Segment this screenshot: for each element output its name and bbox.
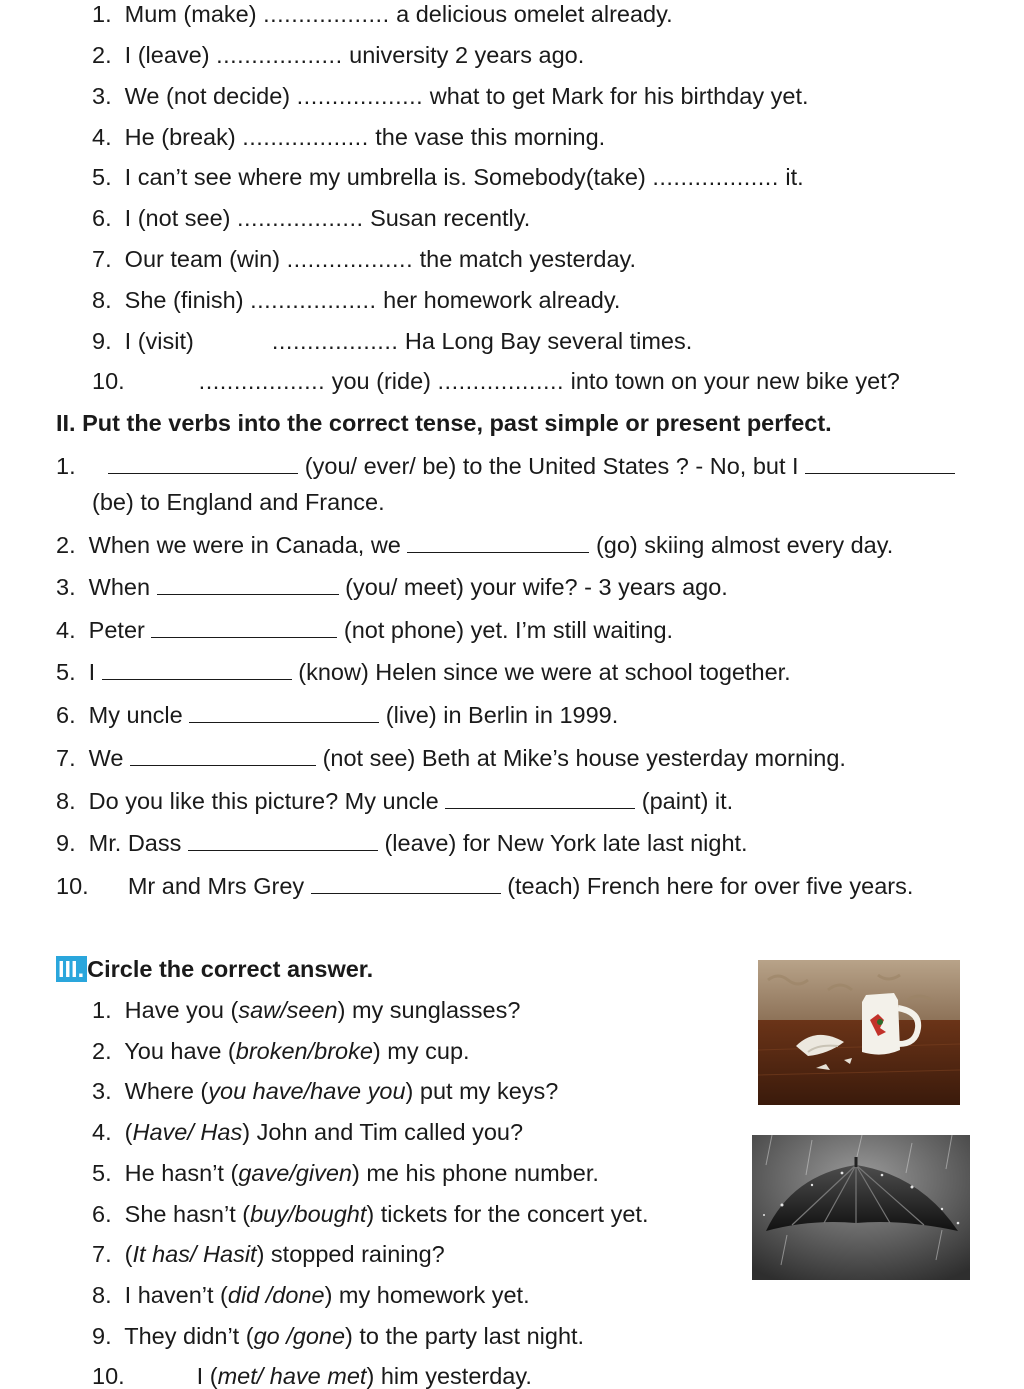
answer-dots: ..................: [237, 205, 364, 231]
s1-item-4: [92, 126, 605, 150]
item-text: Our team (win): [124, 246, 281, 272]
item-number: 9.: [92, 328, 112, 354]
item-text: (not phone) yet. I’m still waiting.: [343, 617, 674, 643]
answer-dots: ..................: [263, 1, 390, 27]
item-text: (you/ meet) your wife? - 3 years ago.: [345, 574, 728, 600]
s1-item-7: [92, 248, 636, 272]
section3-heading: [56, 958, 373, 982]
item-text: (: [124, 1119, 133, 1145]
s2-item-9: [56, 832, 748, 856]
item-text: I (not see): [124, 205, 231, 231]
item-number: 3.: [92, 1078, 112, 1104]
item-text: Where (: [124, 1078, 209, 1104]
answer-dots: ..................: [216, 42, 343, 68]
item-number: 6.: [92, 1201, 112, 1227]
item-number: 10.: [92, 368, 125, 394]
s3-item-9: [92, 1325, 584, 1349]
answer-options[interactable]: gave/given: [238, 1160, 352, 1186]
item-text: They didn’t (: [124, 1323, 254, 1349]
s3-item-4: [92, 1121, 523, 1145]
item-number: 5.: [92, 164, 112, 190]
item-number: 7.: [56, 745, 76, 771]
item-text: ) him yesterday.: [366, 1363, 532, 1389]
item-text: Peter: [88, 617, 145, 643]
answer-blank[interactable]: [102, 661, 292, 680]
answer-blank[interactable]: [445, 790, 635, 809]
answer-options[interactable]: Have/ Has: [132, 1119, 243, 1145]
answer-options[interactable]: It has/ Hasit: [132, 1241, 257, 1267]
answer-dots: ..................: [250, 287, 377, 313]
answer-blank[interactable]: [407, 534, 589, 553]
item-text: ) my sunglasses?: [337, 997, 521, 1023]
item-text: You have (: [124, 1038, 236, 1064]
item-text: (not see) Beth at Mike’s house yesterday morning.: [322, 745, 846, 771]
s3-item-5: [92, 1162, 599, 1186]
s3-item-2: [92, 1040, 470, 1064]
item-number: 9.: [56, 830, 76, 856]
answer-dots: ..................: [296, 83, 424, 109]
item-text: When: [88, 574, 151, 600]
item-text: ) to the party last night.: [345, 1323, 585, 1349]
item-text: Ha Long Bay several times.: [404, 328, 693, 354]
item-text: (you/ ever/ be) to the United States ? - No, but I: [304, 453, 799, 479]
answer-options[interactable]: did /done: [227, 1282, 325, 1308]
item-text: (paint) it.: [641, 788, 734, 814]
item-text: (: [124, 1241, 133, 1267]
answer-dots: ..................: [286, 246, 414, 272]
s2-item-6: [56, 704, 618, 728]
item-number: 10.: [56, 873, 89, 899]
item-text: ) put my keys?: [405, 1078, 559, 1104]
item-text: He (break): [124, 124, 236, 150]
s1-item-1: [92, 3, 673, 27]
item-text: She hasn’t (: [124, 1201, 251, 1227]
item-number: 7.: [92, 246, 112, 272]
answer-options[interactable]: you have/have you: [208, 1078, 406, 1104]
item-number: 9.: [92, 1323, 112, 1349]
item-text: ) tickets for the concert yet.: [366, 1201, 649, 1227]
item-text: ) my homework yet.: [324, 1282, 530, 1308]
item-number: 1.: [56, 453, 76, 479]
item-text: ) me his phone number.: [351, 1160, 599, 1186]
item-text: My uncle: [88, 702, 183, 728]
item-text: ) my cup.: [372, 1038, 470, 1064]
umbrella-rain-photo: [752, 1135, 970, 1280]
item-number: 8.: [92, 1282, 112, 1308]
s2-item-8: [56, 790, 733, 814]
answer-blank[interactable]: [151, 619, 337, 638]
answer-blank[interactable]: [189, 704, 379, 723]
broken-cup-photo: [758, 960, 960, 1105]
item-text: Mr and Mrs Grey: [127, 873, 305, 899]
s2-item-5: [56, 661, 791, 685]
item-text: Susan recently.: [370, 205, 531, 231]
item-text: I (: [196, 1363, 218, 1389]
item-text: I haven’t (: [124, 1282, 228, 1308]
answer-dots: ..................: [242, 124, 369, 150]
section2-heading: II. Put the verbs into the correct tense, past simple or present perfect.: [56, 410, 832, 436]
item-number: 2.: [56, 532, 76, 558]
item-number: 4.: [92, 124, 112, 150]
item-number: 1.: [92, 1, 112, 27]
item-text: (teach) French here for over five years.: [507, 873, 914, 899]
item-text: I (visit): [124, 328, 194, 354]
item-number: 8.: [56, 788, 76, 814]
answer-blank[interactable]: [157, 576, 339, 595]
s3-item-8: [92, 1284, 530, 1308]
item-number: 1.: [92, 997, 112, 1023]
item-text: into town on your new bike yet?: [570, 368, 900, 394]
item-number: 5.: [92, 1160, 112, 1186]
item-number: 3.: [56, 574, 76, 600]
item-text: Mum (make): [124, 1, 257, 27]
item-text: the vase this morning.: [375, 124, 606, 150]
s3-item-7: [92, 1243, 445, 1267]
s1-item-9: [92, 330, 692, 354]
section3-title: Circle the correct answer.: [87, 956, 374, 982]
item-text: her homework already.: [383, 287, 621, 313]
s1-item-6: [92, 207, 530, 231]
item-number: 6.: [56, 702, 76, 728]
item-text: ) stopped raining?: [256, 1241, 445, 1267]
item-number: 4.: [56, 617, 76, 643]
answer-options[interactable]: buy/bought: [250, 1201, 367, 1227]
section3-roman: III.: [56, 956, 87, 982]
s3-item-6: [92, 1203, 648, 1227]
item-text: the match yesterday.: [419, 246, 637, 272]
answer-dots: ..................: [271, 328, 399, 354]
item-text: Do you like this picture? My uncle: [88, 788, 439, 814]
item-text: He hasn’t (: [124, 1160, 239, 1186]
item-number: 4.: [92, 1119, 112, 1145]
answer-blank[interactable]: [188, 832, 378, 851]
answer-blank[interactable]: [311, 875, 501, 894]
item-number: 5.: [56, 659, 76, 685]
s2-item-3: [56, 576, 728, 600]
s2-item-4: [56, 619, 673, 643]
item-text: Mr. Dass: [88, 830, 182, 856]
item-text: We (not decide): [124, 83, 291, 109]
s3-item-1: [92, 999, 520, 1023]
answer-dots: ..................: [437, 368, 565, 394]
item-text: I (leave): [124, 42, 210, 68]
answer-options[interactable]: broken/broke: [235, 1038, 373, 1064]
s2-item-7: [56, 747, 846, 771]
item-number: 2.: [92, 1038, 112, 1064]
item-text: She (finish): [124, 287, 244, 313]
s1-item-2: [92, 44, 584, 68]
answer-dots: ..................: [198, 368, 326, 394]
item-text: We: [88, 745, 124, 771]
s1-item-10: [92, 370, 900, 394]
item-text: I can’t see where my umbrella is. Somebody(take): [124, 164, 646, 190]
item-text: it.: [785, 164, 804, 190]
item-text: (live) in Berlin in 1999.: [385, 702, 619, 728]
item-text: a delicious omelet already.: [396, 1, 673, 27]
answer-options[interactable]: go /gone: [253, 1323, 346, 1349]
item-text: When we were in Canada, we: [88, 532, 401, 558]
s1-item-5: [92, 166, 804, 190]
item-number: 6.: [92, 205, 112, 231]
answer-blank[interactable]: [805, 455, 955, 474]
s3-item-10: [92, 1365, 532, 1389]
s3-item-3: [92, 1080, 558, 1104]
answer-blank[interactable]: [130, 747, 316, 766]
item-text: you (ride): [331, 368, 431, 394]
s1-item-8: [92, 289, 620, 313]
s2-item-2: [56, 534, 893, 558]
s2-item-1-cont: (be) to England and France.: [92, 489, 385, 515]
item-number: 8.: [92, 287, 112, 313]
item-number: 10.: [92, 1363, 125, 1389]
item-text: (go) skiing almost every day.: [595, 532, 894, 558]
item-text: university 2 years ago.: [349, 42, 585, 68]
item-number: 2.: [92, 42, 112, 68]
item-text: Have you (: [124, 997, 239, 1023]
answer-options[interactable]: saw/seen: [238, 997, 338, 1023]
s2-item-1: [56, 455, 955, 479]
item-text: (know) Helen since we were at school together.: [298, 659, 791, 685]
item-text: what to get Mark for his birthday yet.: [429, 83, 809, 109]
item-text: ) John and Tim called you?: [242, 1119, 524, 1145]
s1-item-3: [92, 85, 809, 109]
answer-options[interactable]: met/ have met: [217, 1363, 367, 1389]
item-number: 7.: [92, 1241, 112, 1267]
item-text: (leave) for New York late last night.: [384, 830, 748, 856]
item-text: I: [88, 659, 96, 685]
answer-blank[interactable]: [108, 455, 298, 474]
item-number: 3.: [92, 83, 112, 109]
answer-dots: ..................: [652, 164, 779, 190]
s2-item-10: [56, 875, 913, 899]
